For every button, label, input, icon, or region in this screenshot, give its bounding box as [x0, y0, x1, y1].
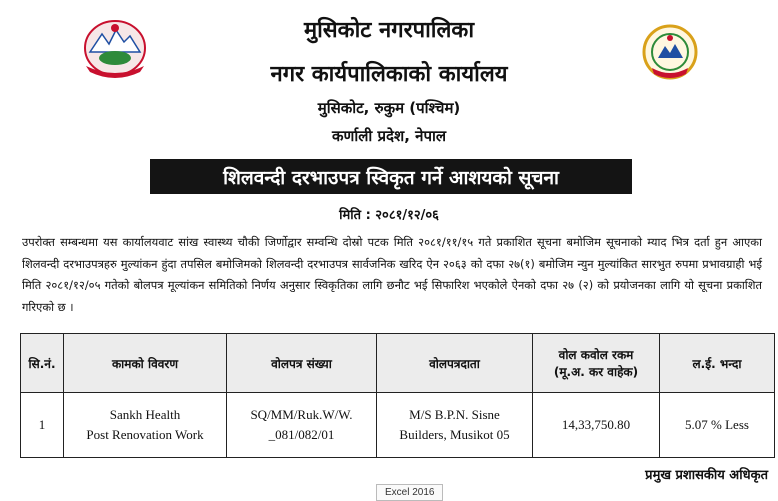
bid-line-2: _081/082/01 [268, 427, 335, 442]
header-bid-amount-line1: वोल कवोल रकम [558, 348, 634, 362]
notice-title: शिलवन्दी दरभाउपत्र स्विकृत गर्ने आशयको सूचना [223, 166, 559, 189]
work-line-2: Post Renovation Work [86, 427, 204, 442]
cell-bid-number [227, 393, 377, 458]
cell-bidder [377, 393, 533, 458]
header-bid-amount [533, 334, 660, 393]
office-name: नगर कार्यपालिकाको कार्यालय [270, 62, 508, 87]
address-line: मुसिकोट, रुकुम (पश्चिम) [317, 99, 461, 117]
table-header-row [21, 334, 775, 393]
municipality-name: मुसिकोट नगरपालिका [303, 18, 475, 43]
signature-title: प्रमुख प्रशासकीय अधिकृत [645, 468, 768, 483]
bid-line-1: SQ/MM/Ruk.W/W. [250, 407, 353, 422]
work-line-1: Sankh Health [109, 407, 181, 422]
header-estimate-diff: ल.ई. भन्दा [660, 334, 775, 393]
cell-estimate-diff: 5.07 % Less [660, 393, 775, 458]
notice-title-banner [150, 159, 632, 194]
header-bid-amount-line2: (मू.अ. कर वाहेक) [553, 365, 639, 379]
notice-body: उपरोक्त सम्बन्धमा यस कार्यालयवाट सांख स्वास्थ्य चौकी जिर्णोद्वार सम्वन्धि दोस्रो पटक मिति २०८१/११/१५ गते प्रकाशित सूचना बमोजिम सूचनाको म्याद भित्र दर्ता हुन आएका शिलवन्दी दरभाउपत्रहरु मुल्यांकन हुंदा तपसिल बमोजिमको शिलवन्दी दरभाउपत्र सार्वजनिक खरिद ऐन २०६३ को दफा २७(१) बमोजिम न्युन मुल्यांकित सारभुत रुपमा प्रभावग्राही भई मिति २०८१/१२/०५ गतेको बोलपत्र मूल्यांकन समितिको निर्णय अनुसार स्विकृतिका लागि छनौट भई सिफारिश भएकोले ऐनको दफा २७ (२) को प्रयोजनका लागि यो सूचना प्रकाशित गरिएको छ । [22, 235, 762, 314]
header-bidder: वोलपत्रदाता [377, 334, 533, 393]
header-bid-number: वोलपत्र संख्या [227, 334, 377, 393]
notice-date: मिति : २०८१/१२/०६ [339, 208, 439, 223]
bidder-line-2: Builders, Musikot 05 [399, 427, 510, 442]
cell-bid-amount: 14,33,750.80 [533, 393, 660, 458]
province-line: कर्णाली प्रदेश, नेपाल [331, 127, 447, 145]
cell-work-description [64, 393, 227, 458]
header-work-description: कामको विवरण [64, 334, 227, 393]
award-table [20, 333, 775, 458]
bidder-line-1: M/S B.P.N. Sisne [409, 407, 500, 422]
cell-serial-number: 1 [21, 393, 64, 458]
table-row [21, 393, 775, 458]
header-serial-number: सि.नं. [21, 334, 64, 393]
app-tooltip: Excel 2016 [376, 484, 443, 501]
